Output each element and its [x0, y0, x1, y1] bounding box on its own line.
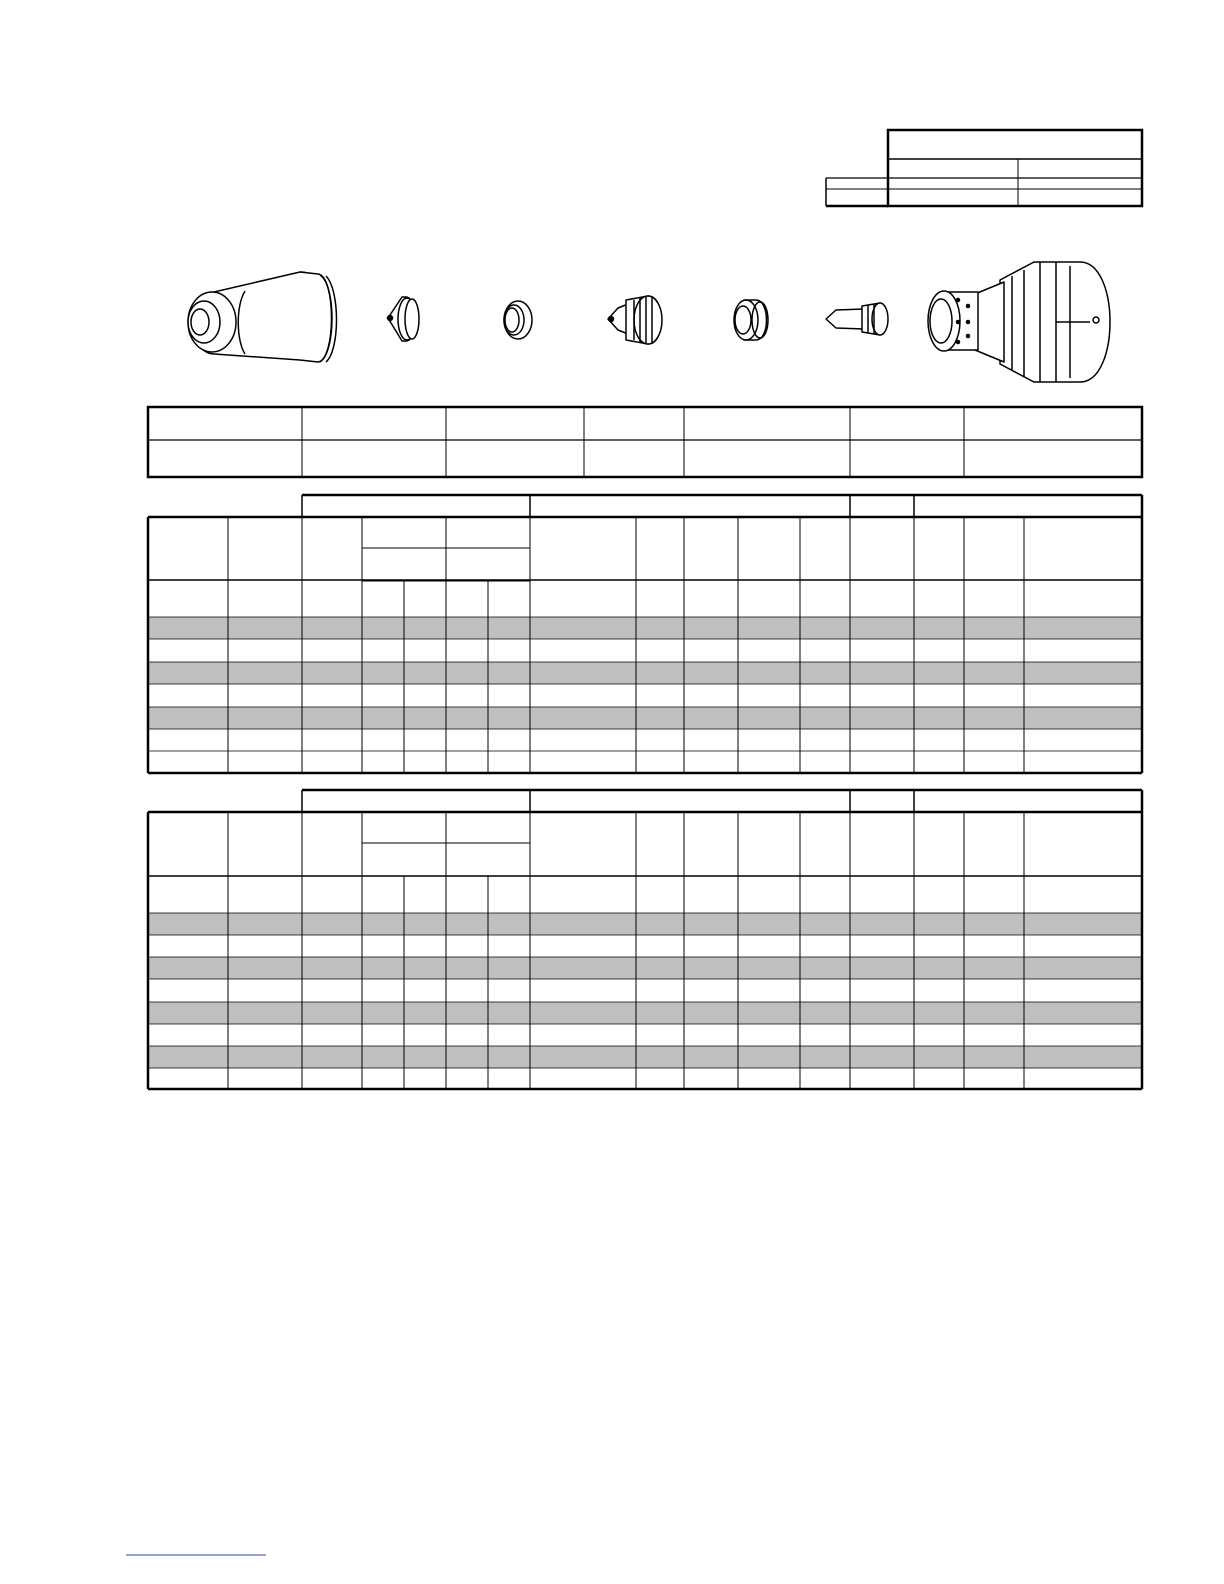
table-row-shaded: [148, 1002, 1142, 1024]
cut-chart-table-1: [148, 495, 1142, 773]
retaining-ring-icon: [734, 300, 768, 340]
table-row-shaded: [148, 957, 1142, 979]
table-row-shaded: [148, 707, 1142, 729]
table-row-shaded: [148, 913, 1142, 935]
table-row-shaded: [148, 1046, 1142, 1068]
table-row-shaded: [148, 662, 1142, 684]
nozzle-retaining-cap-icon: [388, 297, 420, 341]
part-number-table: [148, 407, 1142, 477]
cut-chart-table-2: [148, 790, 1142, 1089]
gas-table: [826, 130, 1142, 206]
electrode-icon: [826, 303, 888, 335]
swirl-ring-icon: [504, 301, 532, 339]
consumables-illustration: [188, 262, 1110, 382]
nozzle-icon: [608, 296, 662, 344]
table-row-shaded: [148, 617, 1142, 639]
shield-icon: [188, 272, 337, 362]
torch-body-icon: [928, 262, 1110, 382]
